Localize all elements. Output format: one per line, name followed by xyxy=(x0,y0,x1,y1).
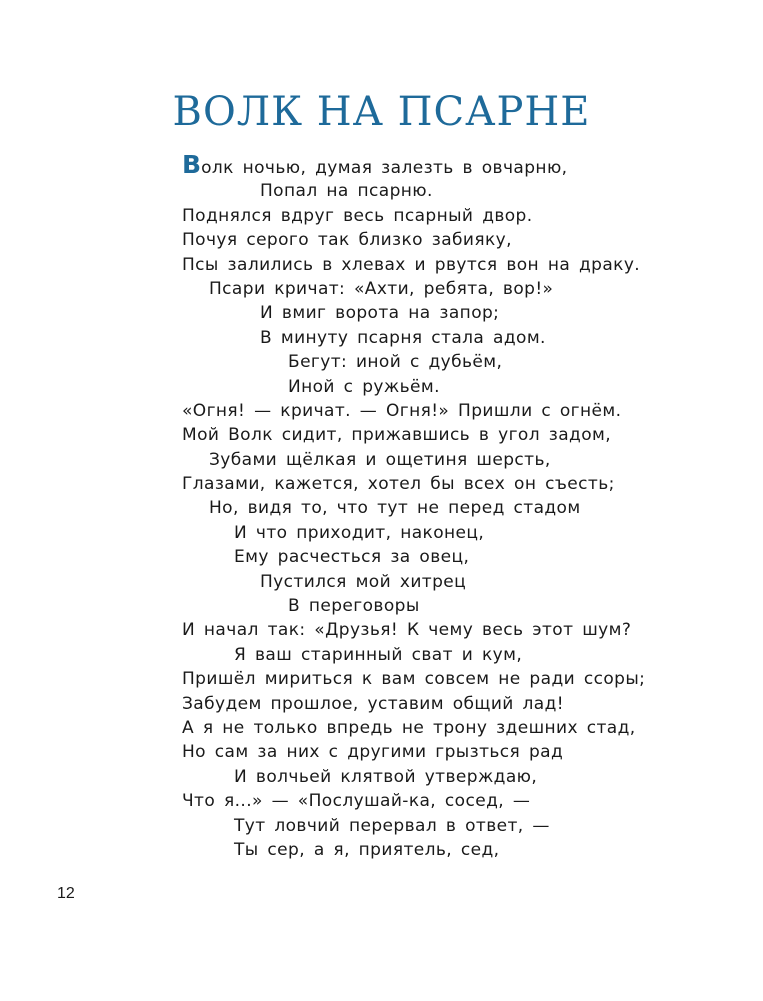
poem-line-text: Мой Волк сидит, прижавшись в угол задом, xyxy=(182,425,612,446)
poem-line-text: Поднялся вдруг весь псарный двор. xyxy=(182,205,533,226)
poem-line xyxy=(182,618,645,642)
poem-line xyxy=(182,545,645,569)
poem-line-text: Но, видя то, что тут не перед стадом xyxy=(209,498,581,519)
poem-line-text: Псы залились в хлевах и рвутся вон на драку. xyxy=(182,254,641,275)
poem-line-text: «Огня! — кричат. — Огня!» Пришли с огнём. xyxy=(182,400,622,421)
poem-line-text: Ему расчесться за овец, xyxy=(234,547,470,568)
poem-line xyxy=(182,204,645,228)
poem-line-text: Глазами, кажется, хотел бы всех он съесть; xyxy=(182,474,615,495)
poem-title: ВОЛК НА ПСАРНЕ xyxy=(172,89,591,135)
poem-line xyxy=(182,765,645,789)
poem-line-text: Тут ловчий перервал в ответ, — xyxy=(234,815,550,836)
poem-line xyxy=(182,253,645,277)
poem-line xyxy=(182,716,645,740)
poem-line-text: Иной с ружьём. xyxy=(288,376,440,397)
poem-line xyxy=(182,277,645,301)
poem-line xyxy=(182,643,645,667)
poem-line-text: Пустился мой хитрец xyxy=(260,571,467,592)
poem-line-text: Что я...» — «Послушай-ка, сосед, — xyxy=(182,791,531,812)
poem-line xyxy=(182,789,645,813)
poem-line xyxy=(182,814,645,838)
poem-line xyxy=(182,692,645,716)
poem-line-text: И что приходит, наконец, xyxy=(234,522,485,543)
poem-line-text: Ты сер, а я, приятель, сед, xyxy=(234,839,500,860)
poem-line-text: Зубами щёлкая и ощетиня шерсть, xyxy=(209,449,551,470)
poem-line-text: Псари кричат: «Ахти, ребята, вор!» xyxy=(209,278,554,299)
poem-line-text: И начал так: «Друзья! К чему весь этот шум? xyxy=(182,620,632,641)
poem-line xyxy=(182,399,645,423)
poem-line-text: Я ваш старинный сват и кум, xyxy=(234,644,523,665)
poem-line xyxy=(182,838,645,862)
poem-line xyxy=(182,740,645,764)
poem-line xyxy=(182,521,645,545)
poem-line-text: Почуя серого так близко забияку, xyxy=(182,230,512,251)
poem-line-text: И волчьей клятвой утверждаю, xyxy=(234,766,538,787)
poem-line-text: Попал на псарню. xyxy=(260,181,433,202)
poem-line xyxy=(182,448,645,472)
poem-line xyxy=(182,423,645,447)
poem-line xyxy=(182,301,645,325)
drop-cap: В xyxy=(182,150,202,179)
poem-line-text: В переговоры xyxy=(288,596,420,617)
poem-line-text: В минуту псарня стала адом. xyxy=(260,327,546,348)
poem-line-text: олк ночью, думая залезть в овчарню, xyxy=(201,158,568,178)
poem-line xyxy=(182,150,645,179)
poem-line xyxy=(182,326,645,350)
poem-line-text: Но сам за них с другими грызться рад xyxy=(182,742,564,763)
poem-line-text: Бегут: иной с дубьём, xyxy=(288,352,503,373)
poem-line-text: А я не только впредь не трону здешних стад, xyxy=(182,717,636,738)
page-number: 12 xyxy=(57,885,75,902)
poem-line xyxy=(182,594,645,618)
poem-line xyxy=(182,570,645,594)
poem-line-text: Пришёл мириться к вам совсем не ради ссоры; xyxy=(182,669,646,690)
poem-line xyxy=(182,375,645,399)
poem-line xyxy=(182,179,645,203)
poem-line xyxy=(182,472,645,496)
poem-line-text: Забудем прошлое, уставим общий лад! xyxy=(182,693,564,714)
poem-line xyxy=(182,350,645,374)
poem-line-text: И вмиг ворота на запор; xyxy=(260,303,500,324)
poem-line xyxy=(182,228,645,252)
poem-line xyxy=(182,667,645,691)
poem-line xyxy=(182,496,645,520)
poem-body xyxy=(182,150,646,862)
